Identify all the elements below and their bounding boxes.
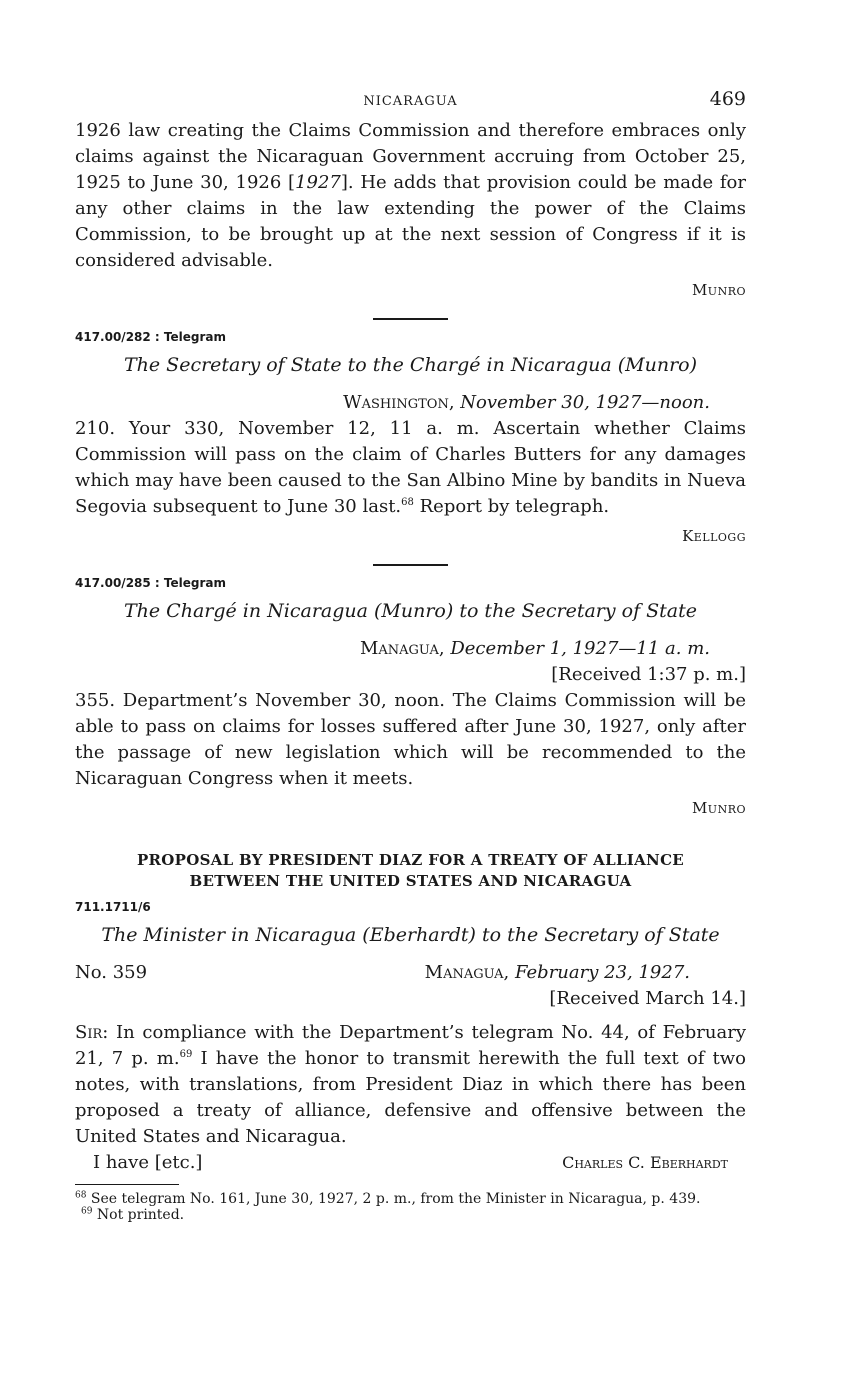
dateline-3: No. 359 Managua, February 23, 1927. — [75, 960, 746, 986]
footnote-ref-69: 69 — [179, 1049, 193, 1060]
document-title-1: The Secretary of State to the Chargé in Nicaragua (Munro) — [123, 354, 698, 376]
footnote-69: $^{69}$ Not printed. — [81, 1206, 185, 1223]
footnote-ref-68: 68 — [401, 497, 414, 508]
received-note-2: [Received 1:37 p. m.] — [551, 664, 746, 685]
received-note-3: [Received March 14.] — [549, 988, 746, 1009]
signature-munro-1: Munro — [691, 281, 746, 299]
document-title-2: The Chargé in Nicaragua (Munro) to the Secretary of State — [123, 600, 698, 622]
page-header — [75, 82, 746, 118]
continuation-paragraph: 1926 law creating the Claims Commission and therefore embraces only claims against the Nicaraguan Government accruing from October 25, 1925 to June 30, 1926 [1927]. He adds that provision could be made for any other claims in the law extending the power of the Claims Commission, to be brought up at the next session of Congress if it is considered advisable. — [75, 120, 746, 271]
bracket-year: 1927 — [295, 172, 341, 193]
section-divider — [373, 318, 448, 320]
signature-munro-2: Munro — [691, 799, 746, 817]
document-page — [75, 82, 746, 1223]
telegram-body-1: 210. Your 330, November 12, 11 a. m. Ascertain whether Claims Commission will pass on the claim of Charles Butters for any damages which may have been caused to the San Albino Mine by bandits in Nueva Segovia subsequent to June 30 last.$^{68}$ Report by telegraph. — [75, 418, 746, 517]
document-title-3: The Minister in Nicaragua (Eberhardt) to the Secretary of State — [101, 924, 720, 946]
file-number-1: 417.00/282 : Telegram — [75, 330, 226, 344]
section-heading: PROPOSAL BY PRESIDENT DIAZ FOR A TREATY OF ALLIANCE BETWEEN THE UNITED STATES AND NICARAGUA — [136, 851, 685, 890]
section-divider — [373, 564, 448, 566]
file-number-2: 417.00/285 : Telegram — [75, 576, 226, 590]
file-number-3: 711.1711/6 — [75, 900, 151, 914]
signature-kellogg: Kellogg — [682, 527, 746, 545]
salutation: Sir — [75, 1022, 103, 1043]
despatch-body: Sir: In compliance with the Department’s telegram No. 44, of February 21, 7 p. m.$^{69}$ I have the honor to transmit herewith the full text of two notes, with translations, from President Diaz in which there has been proposed a treaty of alliance, defensive and offensive between the United States and Nicaragua. — [75, 1022, 747, 1147]
footnote-68: $^{68}$ See telegram No. 161, June 30, 1927, 2 p. m., from the Minister in Nicaragua, p. 439. — [75, 1190, 701, 1207]
footnote-divider — [75, 1184, 179, 1185]
closing-line: I have [etc.] Charles C. Eberhardt — [75, 1150, 746, 1176]
dateline-1: Washington, November 30, 1927—noon. — [343, 392, 710, 413]
running-head: NICARAGUA — [363, 94, 458, 109]
signature-eberhardt: Charles C. Eberhardt — [562, 1153, 728, 1172]
dateline-2: Managua, December 1, 1927—11 a. m. — [359, 638, 710, 659]
despatch-number: No. 359 — [75, 962, 148, 983]
page-number: 469 — [709, 88, 746, 110]
telegram-body-2: 355. Department’s November 30, noon. The Claims Commission will be able to pass on claims for losses suffered after June 30, 1927, only after the passage of new legislation which will be recommended to the Nicaraguan Congress when it meets. — [75, 690, 746, 789]
